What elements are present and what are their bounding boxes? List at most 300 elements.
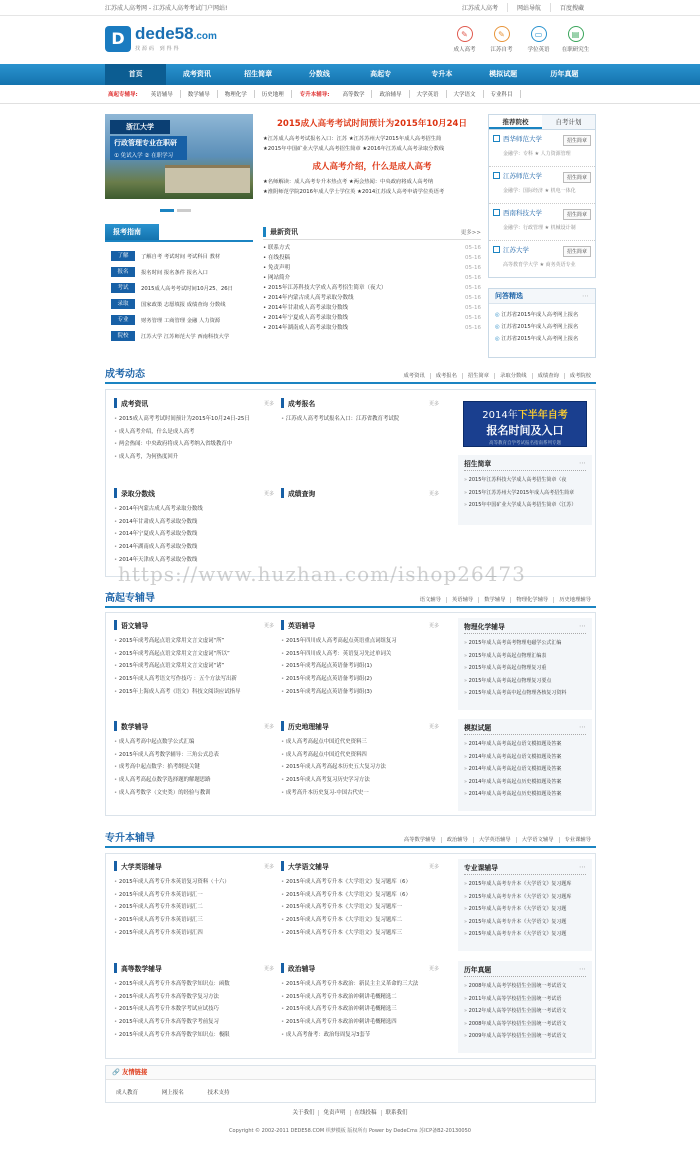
column-header [281, 859, 439, 873]
nav-high-to-college[interactable]: 高起专 [370, 70, 392, 78]
column-title[interactable]: 语文辅导 [114, 620, 148, 630]
section-link[interactable]: 成绩查询 [532, 373, 564, 379]
list-item[interactable]: • 2015年成人高考专升本英语复习资料（十六） [114, 876, 274, 889]
list-item[interactable]: • 2015年成人高考语文写作技巧 ：五个方法写出新 [114, 673, 274, 686]
brochure-button[interactable]: 招生简章 [563, 172, 591, 183]
quick-links [446, 26, 594, 53]
list-item[interactable]: • 2015年成人高考专升本英语词汇一 [114, 889, 274, 902]
logo-main: dede58 [135, 24, 194, 43]
column-header [114, 719, 274, 733]
friend-links [105, 1065, 596, 1103]
side-item[interactable]: » 2015年成人高考专升本《大学语文》复习题 [458, 916, 592, 929]
column-title[interactable]: 成考资讯 [114, 398, 148, 408]
slider-dot[interactable] [160, 209, 174, 212]
more-icon[interactable]: ⋯ [579, 621, 586, 630]
friend-link[interactable]: 网上报名 [161, 1090, 184, 1096]
qa-item[interactable]: ◎ 江苏省2015年成人高考网上报名 [489, 333, 595, 345]
side-item[interactable]: » 2015年成人高考高起点物理复习重 [458, 662, 592, 675]
list-item[interactable]: • 2015年成人高考专升本政治冲刺讲毛概精选二 [281, 991, 439, 1004]
self-exam-ad[interactable] [463, 401, 587, 447]
more-icon[interactable]: ⋯ [579, 722, 586, 731]
more-link[interactable]: 更多 [263, 490, 274, 497]
section-header-college-to-bachelor [105, 830, 596, 848]
list-item[interactable]: • 2014年宁夏成人高考录取分数线 [114, 528, 274, 541]
slider-dot[interactable] [177, 209, 191, 212]
column-title[interactable]: 高等数学辅导 [114, 963, 162, 973]
guide-title: 报考指南 [105, 224, 159, 240]
list-item[interactable]: • 成人高考数学（文史类）的经验与教训 [114, 787, 274, 800]
side-item[interactable]: » 2008年成人高考学校招生全国统一考试语文 [458, 980, 592, 993]
section-link[interactable]: 招生简章 [462, 373, 494, 379]
footer-link[interactable]: 在线投稿 [350, 1110, 381, 1116]
school-name[interactable]: 江苏师范大学 [503, 172, 542, 180]
list-item[interactable]: • 2015年成考高起点英语备考词组(3) [281, 686, 439, 699]
school-name[interactable]: 江苏大学 [503, 246, 529, 254]
friend-link[interactable]: 技术支持 [207, 1090, 230, 1096]
side-item[interactable]: » 2015年江苏科技大学成人高考招生简章（夜 [458, 474, 592, 487]
subnav-item[interactable]: 专业科目 [484, 90, 521, 98]
col-college-english [114, 859, 274, 940]
qa-title: 问答精选 [495, 292, 523, 300]
column-title[interactable]: 政治辅导 [281, 963, 315, 973]
col-scores [114, 486, 274, 567]
list-item[interactable]: • 2015年成人高考专升本英语词汇二 [114, 901, 274, 914]
school-item [489, 241, 595, 278]
school-name[interactable]: 西华师范大学 [503, 135, 542, 143]
list-item[interactable]: • 2015年成考高起点语文常用文言文虚词“诸” [114, 660, 274, 673]
more-link[interactable]: 更多 [428, 965, 439, 972]
guide-links[interactable]: 国家政策 志愿填报 成绩查询 分数线 [141, 302, 226, 308]
main-nav [0, 64, 700, 85]
side-item[interactable]: » 2014年成人高考高起点语文模拟题及答案 [458, 738, 592, 751]
list-item[interactable]: • 2014年内蒙古成人高考录取分数线 [114, 503, 274, 516]
column-header [114, 961, 274, 975]
side-header [464, 859, 586, 875]
side-past [458, 961, 592, 1053]
top-links [453, 3, 593, 12]
list-item[interactable]: • 2014年甘肃成人高考录取分数线 [114, 516, 274, 529]
news-item[interactable] [263, 283, 481, 293]
list-item[interactable]: • 2015年成考高起点英语备考词组(2) [281, 673, 439, 686]
exam-guide [105, 224, 253, 356]
top-link-jiangsu[interactable]: 江苏成人高考 [461, 5, 498, 12]
quick-link-label: 成人高考 [453, 47, 476, 53]
column-header [281, 719, 439, 733]
side-item[interactable]: » 2015年成人高考专升本《大学语文》复习题库 [458, 878, 592, 891]
news-date: 05-16 [465, 275, 481, 281]
nav-scores[interactable]: 分数线 [308, 70, 330, 78]
list-item[interactable]: • 2015年成人高考专升本政治冲刺讲毛概精选四 [281, 1016, 439, 1029]
guide-row [105, 312, 253, 328]
guide-row [105, 264, 253, 280]
list-item[interactable]: • 2015年成人高考专升本高等数学考前复习 [114, 1016, 274, 1029]
side-physics [458, 618, 592, 710]
column-title[interactable]: 成绩查询 [281, 488, 315, 498]
col-signup [281, 396, 439, 426]
headline-title[interactable]: 2015成人高考考试时间预计为2015年10月24日 [277, 119, 467, 129]
doc-icon: ▤ [568, 26, 584, 42]
list-item[interactable]: • 2015年四川成人高考高起点英语重点词组复习 [281, 635, 439, 648]
list-item[interactable]: • 2015年成人高考高起本历史五大复习方法 [281, 761, 439, 774]
col-politics [281, 961, 439, 1042]
subnav-item[interactable]: 英语辅导 [144, 90, 181, 98]
more-link[interactable]: 更多 [263, 965, 274, 972]
list-item[interactable]: • 2015年成人高考专升本《大学语文》复习题库一 [281, 901, 439, 914]
col-chinese [114, 618, 274, 699]
list-item[interactable]: • 2014年天津成人高考录取分数线 [114, 554, 274, 567]
more-link[interactable]: 更多 [428, 622, 439, 629]
quick-link-self-exam[interactable] [483, 26, 520, 53]
guide-links[interactable]: 报名时间 报名条件 报名入口 [141, 270, 208, 276]
footer [0, 1108, 700, 1134]
quick-link-graduate[interactable] [557, 26, 594, 53]
list-item[interactable]: • 成人高考高起点中国近代史资料四 [281, 749, 439, 762]
news-item[interactable] [263, 323, 481, 333]
banner-school: 浙江大学 [110, 120, 170, 134]
site-slogan: 江苏成人高考网 - 江苏成人高考考试门户网站! [105, 5, 228, 12]
list-item[interactable]: • 2015年成人高考专升本政治冲刺讲毛概精选三 [281, 1003, 439, 1016]
side-item[interactable]: » 2015年成人高考高中起点物理各核复习资料 [458, 687, 592, 700]
nav-admissions[interactable]: 招生简章 [244, 70, 273, 78]
nav-mock-tests[interactable]: 模拟试题 [489, 70, 518, 78]
logo-sub: 找源码 到得得 [135, 46, 181, 52]
list-item[interactable]: • 2015年成人高考专升本《大学语文》复习题库（6） [281, 876, 439, 889]
news-date: 05-16 [465, 285, 481, 291]
list-item[interactable]: • 成考高中起点数学：掐考纲是关键 [114, 761, 274, 774]
more-icon[interactable]: ⋯ [579, 862, 586, 871]
subnav-item[interactable]: 数学辅导 [181, 90, 218, 98]
list-item[interactable]: • 2015年成人高考专升本政治：新民主主义革命的三大法 [281, 978, 439, 991]
side-item[interactable]: » 2014年成人高考高起点历史模拟题及答案 [458, 788, 592, 801]
list-item[interactable]: • 2015成人高考考试时间预计为2015年10月24日-25日 [114, 413, 274, 426]
subnav-item[interactable]: 大学英语 [410, 90, 447, 98]
news-date: 05-16 [465, 325, 481, 331]
school-panel [488, 114, 596, 278]
list-item[interactable]: • 2015年成人高考专升本《大学语文》复习题库（6） [281, 889, 439, 902]
side-item[interactable]: » 2015年成人高考专升本《大学语文》复习题库 [458, 891, 592, 904]
headline-title[interactable]: 成人高考介绍，什么是成人高考 [312, 162, 432, 172]
guide-tag: 专业 [111, 315, 135, 325]
banner-sub: ① 免试入学 ② 在职学习 [110, 150, 187, 160]
subnav-item[interactable]: 物理化学 [218, 90, 255, 98]
top-link-bookmark[interactable]: 百度搜藏 [550, 3, 593, 12]
list-item[interactable]: • 成人高考高起点中国近代史资料三 [281, 736, 439, 749]
col-history [281, 719, 439, 800]
nav-news[interactable]: 成考资讯 [182, 70, 211, 78]
more-link[interactable]: 更多 [428, 400, 439, 407]
guide-links[interactable]: 财务管理 工商管理 金融 人力资源 [141, 318, 221, 324]
monitor-icon: ▭ [531, 26, 547, 42]
list-item[interactable]: • 2015年成人高考专升本《大学语文》复习题库二 [281, 914, 439, 927]
friend-link[interactable]: 成人教育 [116, 1090, 139, 1096]
logo[interactable] [105, 25, 217, 52]
quick-link-degree-english[interactable] [520, 26, 557, 53]
section-link[interactable]: 大学英语辅导 [473, 837, 516, 843]
side-item[interactable]: » 2014年成人高考高起点语文模拟题及答案 [458, 751, 592, 764]
column-header [281, 486, 439, 500]
logo-suffix: .com [193, 31, 217, 42]
guide-row [105, 280, 253, 296]
book-icon: ✎ [494, 26, 510, 42]
news-date: 05-16 [465, 245, 481, 251]
col-advanced-math [114, 961, 274, 1042]
nav-past-exams[interactable]: 历年真题 [550, 70, 579, 78]
news-date: 05-16 [465, 255, 481, 261]
column-header [114, 396, 274, 410]
quick-link-label: 学位英语 [527, 47, 550, 53]
friend-title: 友情链接 [122, 1069, 148, 1076]
section-link[interactable]: 成考院校 [564, 373, 596, 379]
tab-self-exam-plan[interactable]: 自考计划 [542, 115, 595, 129]
section-link[interactable]: 高等数学辅导 [403, 837, 436, 843]
col-math [114, 719, 274, 800]
news-link[interactable]: • 2015年江苏科技大学成人高考招生简章（夜大） [263, 283, 387, 293]
list-item[interactable]: • 2015年成人高考专升本高等数学知识点：函数 [114, 978, 274, 991]
col-news [114, 396, 274, 464]
section-link[interactable]: 历史地理辅导 [553, 597, 596, 603]
side-title: 历年真题 [464, 965, 492, 974]
qa-item[interactable]: ◎ 江苏省2015年成人高考网上报名 [489, 321, 595, 333]
subnav-item[interactable]: 高等数学 [335, 90, 372, 98]
column-title[interactable]: 成考报名 [281, 398, 315, 408]
headline-line[interactable]: ★淮阴师范学院2016年成人学士学位英 ★2014江苏成人高考申请学位英语考 [263, 189, 445, 195]
tab-recommended[interactable]: 推荐院校 [489, 115, 542, 129]
news-link[interactable]: • 2014年宁夏成人高考录取分数线 [263, 313, 348, 323]
side-item[interactable]: » 2015年成人高考高起点物理复习要点 [458, 675, 592, 688]
list-item[interactable]: • 两会热闻：中央政府将成人高考纳入省级教育中 [114, 438, 274, 451]
guide-tag: 录取 [111, 299, 135, 309]
list-item[interactable]: • 成考高升本历史复习-中国古代史一 [281, 787, 439, 800]
section-link[interactable]: 物理化学辅导 [510, 597, 553, 603]
section-header-news [105, 366, 596, 384]
guide-links[interactable]: 了解自考 考试时间 考试科目 教材 [141, 254, 221, 260]
list-item[interactable]: • 成人高考，为何热度回升 [114, 451, 274, 464]
guide-links[interactable]: 2015成人高考考试时间10月25、26日 [141, 286, 233, 292]
ad-line3: 高等教育自学考试报名指南系列专题 [489, 441, 561, 446]
news-item[interactable] [263, 313, 481, 323]
list-item[interactable]: • 江苏成人高考考试报名入口：江苏省教育考试院 [281, 413, 439, 426]
section-link[interactable]: 英语辅导 [446, 597, 478, 603]
subnav-label: 高起专辅导: [108, 92, 138, 98]
list-item[interactable]: • 2015年成人高考专升本英语词汇四 [114, 927, 274, 940]
news-link[interactable]: • 2014年内蒙古成人高考录取分数线 [263, 293, 354, 303]
brochure-button[interactable]: 招生简章 [563, 135, 591, 146]
news-link[interactable]: • 2014年湖南成人高考录取分数线 [263, 323, 348, 333]
subnav-item[interactable]: 政治辅导 [372, 90, 409, 98]
news-link[interactable]: • 网站简介 [263, 273, 290, 283]
graduation-cap-icon: ✎ [457, 26, 473, 42]
banner-slide[interactable] [105, 114, 253, 199]
headline-line[interactable]: ★名师解读：成人高考专升本热点考 ★两会热闻：中央政府将成人高考纳 [263, 179, 434, 185]
quick-link-adult-exam[interactable] [446, 26, 483, 53]
headline-block [263, 117, 481, 197]
logo-mark-icon: D [105, 26, 131, 52]
side-mock [458, 719, 592, 811]
headline-line[interactable]: ★2015年中国矿业大学成人高考招生简章 ★2016年江苏成人高考录取分数线 [263, 146, 445, 152]
news-date: 05-16 [465, 305, 481, 311]
news-title: 最新资讯 [263, 227, 298, 237]
list-item[interactable]: • 2015年上海成人高考《语文》科技文阅读应试指导 [114, 686, 274, 699]
school-name[interactable]: 西南科技大学 [503, 209, 542, 217]
section-link[interactable]: 政治辅导 [441, 837, 473, 843]
news-item[interactable] [263, 263, 481, 273]
guide-tag: 院校 [111, 331, 135, 341]
news-date: 05-16 [465, 315, 481, 321]
more-link[interactable]: 更多 [263, 723, 274, 730]
school-desc: 高等教育学大学 ★ 商务英语专业 [503, 262, 576, 268]
guide-row [105, 296, 253, 312]
footer-link[interactable]: 免责声明 [318, 1110, 349, 1116]
more-link[interactable]: 更多 [263, 400, 274, 407]
news-item[interactable] [263, 253, 481, 263]
side-header [464, 618, 586, 634]
side-item[interactable]: » 2015年成人高考高考物理电磁学公式汇编 [458, 637, 592, 650]
news-link[interactable]: • 免责声明 [263, 263, 290, 273]
more-link[interactable]: 更多 [428, 863, 439, 870]
column-header [114, 859, 274, 873]
news-item[interactable] [263, 303, 481, 313]
side-item[interactable]: » 2015年成人高考高起点物理汇编表 [458, 650, 592, 663]
section-title: 成考动态 [105, 369, 145, 380]
slider-dots [160, 209, 194, 212]
nav-home[interactable]: 首页 [105, 64, 166, 85]
column-title[interactable]: 大学英语辅导 [114, 861, 162, 871]
side-item[interactable]: » 2015年江苏苏州大学2015年成人高考招生简章 [458, 487, 592, 500]
guide-row [105, 328, 253, 344]
footer-link[interactable]: 关于我们 [292, 1110, 315, 1116]
section-link[interactable]: 数学辅导 [478, 597, 510, 603]
more-link[interactable]: 更多 [428, 490, 439, 497]
more-icon[interactable]: ⋯ [582, 292, 589, 300]
section-title: 专升本辅导 [105, 833, 155, 844]
footer-link[interactable]: 联系我们 [381, 1110, 412, 1116]
section-link[interactable]: 专业课辅导 [559, 837, 597, 843]
qa-item[interactable]: ◎ 江苏省2015年成人高考网上报名 [489, 309, 595, 321]
section-header-high-to-college [105, 590, 596, 608]
section-link[interactable]: 成考报名 [430, 373, 462, 379]
school-desc: 金融学：专科 ★ 人力资源管理 [503, 151, 571, 157]
more-icon[interactable]: ⋯ [579, 458, 586, 467]
link-icon: 🔗 [112, 1069, 120, 1076]
more-icon[interactable]: ⋯ [579, 964, 586, 973]
subnav-item[interactable]: 大学语文 [447, 90, 484, 98]
side-item[interactable]: » 2009年成人高等学校招生全国统一考试语文 [458, 1030, 592, 1043]
nav-college-to-bachelor[interactable]: 专升本 [431, 70, 453, 78]
news-date: 05-16 [465, 265, 481, 271]
side-item[interactable]: » 2008年成人高等学校招生全国统一考试语文 [458, 1018, 592, 1031]
news-item[interactable] [263, 243, 481, 253]
banner-title: 行政管理专业在职研 [110, 136, 187, 150]
qa-panel [488, 288, 596, 358]
list-item[interactable]: • 2015年成人高考专升本《大学语文》复习题库三 [281, 927, 439, 940]
section-link[interactable]: 语文辅导 [419, 597, 441, 603]
column-title[interactable]: 历史地理辅导 [281, 721, 329, 731]
more-link[interactable]: 更多 [263, 622, 274, 629]
headline-line[interactable]: ★江苏成人高考考试报名入口：江苏 ★江苏苏州大学2015年成人高考招生简 [263, 136, 442, 142]
side-item[interactable]: » 2011年成人高等学校招生全国统一考试语 [458, 993, 592, 1006]
news-link[interactable]: • 2014年甘肃成人高考录取分数线 [263, 303, 348, 313]
school-desc: 金融学：行政管理 ★ 机械设计制 [503, 225, 576, 231]
side-item[interactable]: » 2015年成人高考专升本《大学语文》复习题 [458, 928, 592, 941]
top-link-sitemap[interactable]: 网站导航 [507, 3, 550, 12]
column-title[interactable]: 大学语文辅导 [281, 861, 329, 871]
column-header [281, 396, 439, 410]
news-link[interactable]: • 联系方式 [263, 243, 290, 253]
news-more-link[interactable]: 更多>> [460, 229, 481, 236]
news-link[interactable]: • 在线投稿 [263, 253, 290, 263]
copyright: Copyright © 2002-2011 DEDE58.COM 织梦模板 版权所有 Power by DedeCms 苏ICP备B2-20130050 [229, 1128, 471, 1134]
column-title[interactable]: 英语辅导 [281, 620, 315, 630]
side-title: 物理化学辅导 [464, 622, 505, 631]
list-item[interactable]: • 2015年成人高考数学辅导：三角公式总表 [114, 749, 274, 762]
more-link[interactable]: 更多 [428, 723, 439, 730]
list-item[interactable]: • 2015年成考高起点语文常用文言文虚词“所” [114, 635, 274, 648]
list-item[interactable]: • 2014年湖南成人高考录取分数线 [114, 541, 274, 554]
subnav-item[interactable]: 历史地理 [255, 90, 292, 98]
side-item[interactable]: » 2015年成人高考专升本《大学语文》复习题 [458, 903, 592, 916]
check-icon [493, 246, 500, 253]
guide-tag: 考试 [111, 283, 135, 293]
section-link[interactable]: 录取分数线 [494, 373, 532, 379]
list-item[interactable]: • 2015年成人高考专升本高等数学知识点：极限 [114, 1029, 274, 1042]
side-title: 模拟试题 [464, 723, 492, 732]
quick-link-label: 江苏自考 [490, 47, 513, 53]
list-item[interactable]: • 2015年成人高考专升本英语词汇三 [114, 914, 274, 927]
side-item[interactable]: » 2014年成人高考高起点语文模拟题及答案 [458, 763, 592, 776]
side-item[interactable]: » 2012年成人高等学校招生全国统一考试语文 [458, 1005, 592, 1018]
subnav-label: 专升本辅导: [299, 92, 330, 98]
side-item[interactable]: » 2015年中国矿业大学成人高考招生简章（江苏） [458, 499, 592, 512]
top-bar [0, 0, 700, 16]
side-header [464, 961, 586, 977]
logo-text [135, 25, 217, 52]
column-header [281, 618, 439, 632]
list-item[interactable]: • 成人高考备考：政治每周复习3套节 [281, 1029, 439, 1042]
list-item[interactable]: • 2015年四川成人高考：英语复习先过单词关 [281, 648, 439, 661]
guide-links[interactable]: 江苏大学 江苏师范大学 西南科技大学 [141, 334, 230, 340]
side-title: 专业课辅导 [464, 863, 498, 872]
column-title[interactable]: 录取分数线 [114, 488, 155, 498]
list-item[interactable]: • 2015年成考高起点英语备考词组(1) [281, 660, 439, 673]
check-icon [493, 209, 500, 216]
col-results [281, 486, 439, 503]
side-header [464, 719, 586, 735]
side-item[interactable]: » 2014年成人高考高起点历史模拟题及答案 [458, 776, 592, 789]
news-item[interactable] [263, 273, 481, 283]
list-item[interactable]: • 成人高考介绍，什么是成人高考 [114, 426, 274, 439]
news-item[interactable] [263, 293, 481, 303]
list-item[interactable]: • 成人高考高起点数学选择题的解题思路 [114, 774, 274, 787]
school-item [489, 130, 595, 167]
check-icon [493, 172, 500, 179]
list-item[interactable]: • 2015年成考高起点语文常用文言文虚词“所以” [114, 648, 274, 661]
more-link[interactable]: 更多 [263, 863, 274, 870]
section-link[interactable]: 大学语文辅导 [516, 837, 559, 843]
col-english [281, 618, 439, 699]
header [0, 16, 700, 64]
school-desc: 金融学：国际经济 ★ 机电一体化 [503, 188, 576, 194]
column-header [114, 618, 274, 632]
section-link[interactable]: 成考资讯 [403, 373, 425, 379]
list-item[interactable]: • 2015年成人高考专升本高等数学复习方法 [114, 991, 274, 1004]
list-item[interactable]: • 2015年成人高考专升本数学考试应试技巧 [114, 1003, 274, 1016]
list-item[interactable]: • 成人高考高中起点数学公式汇编 [114, 736, 274, 749]
column-title[interactable]: 数学辅导 [114, 721, 148, 731]
brochure-button[interactable]: 招生简章 [563, 246, 591, 257]
ad-highlight: 下半年自考 [517, 410, 568, 421]
list-item[interactable]: • 2015年成人高考复习历史学习方法 [281, 774, 439, 787]
brochure-button[interactable]: 招生简章 [563, 209, 591, 220]
